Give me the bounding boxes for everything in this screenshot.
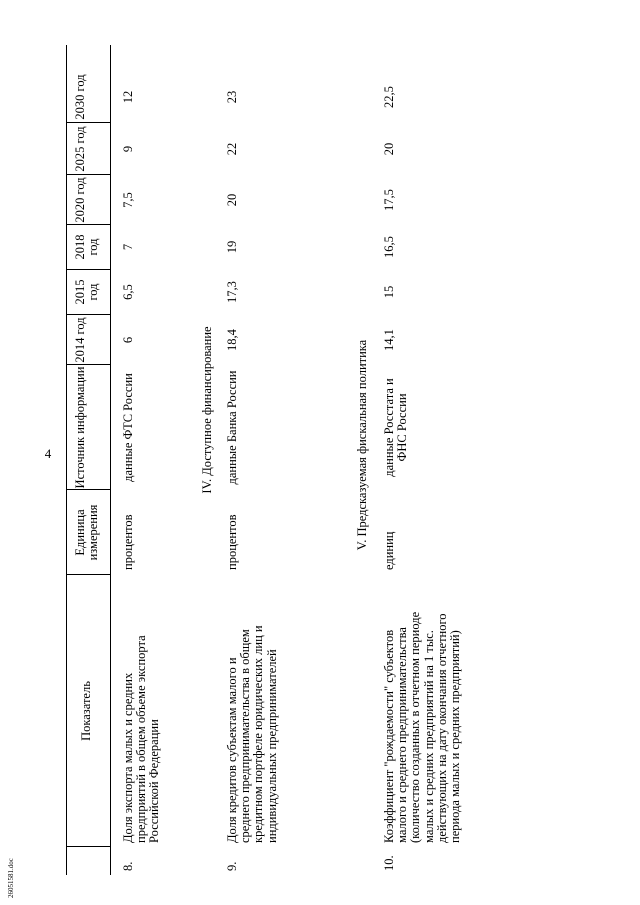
header-year: 2025 год — [73, 126, 87, 172]
table-row-value: 20 — [382, 142, 396, 156]
header-year: 2015 год — [73, 279, 100, 305]
section-title: IV. Доступное финансирование — [200, 326, 214, 494]
header-separator — [66, 122, 110, 123]
table-row-value: 9 — [121, 145, 135, 153]
table-row-value: 20 — [225, 193, 239, 207]
table-row-value: 6 — [121, 336, 135, 344]
header-separator — [66, 269, 110, 270]
footer-filename: 26051581.doc — [7, 858, 15, 898]
table-row-number: 8. — [121, 861, 135, 871]
header-separator — [66, 364, 110, 365]
table-row-number: 10. — [382, 855, 396, 871]
table-row-indicator: Доля кредитов субъектам малого и среднего предпринимательства в общем кредитном портфеле юридических лиц и индивидуальных предпринимателей — [225, 625, 279, 843]
header-separator — [66, 174, 110, 175]
table-row-value: 15 — [382, 285, 396, 299]
table-row-value: 14,1 — [382, 329, 396, 351]
table-row-unit: процентов — [225, 514, 239, 570]
table-row-value: 16,5 — [382, 236, 396, 258]
table-row-value: 7,5 — [121, 192, 135, 208]
table-row-unit: процентов — [121, 514, 135, 570]
header-indicator: Показатель — [79, 681, 93, 741]
header-unit: Единица измерения — [73, 504, 100, 561]
table-row-source: данные Росстата и ФНС России — [382, 378, 410, 477]
table-row-value: 12 — [121, 90, 135, 104]
header-year: 2030 год — [73, 74, 87, 120]
table-row-unit: единиц — [382, 531, 396, 570]
table-row-value: 19 — [225, 240, 239, 254]
table-row-indicator: Доля экспорта малых и средних предприятий в общем объеме экспорта Российской Федерации — [121, 635, 162, 843]
table-row-value: 6,5 — [121, 284, 135, 300]
header-separator — [66, 314, 110, 315]
table-row-value: 18,4 — [225, 329, 239, 351]
header-bottom-line — [110, 45, 111, 875]
table-row-source: данные ФТС России — [121, 373, 135, 482]
table-top-line — [66, 45, 67, 875]
section-title: V. Предсказуемая фискальная политика — [355, 339, 369, 551]
table-row-value: 7 — [121, 243, 135, 251]
table-row-value: 17,3 — [225, 281, 239, 303]
rotated-table — [66, 45, 636, 875]
header-year: 2018 год — [73, 234, 100, 260]
header-year: 2020 год — [73, 177, 87, 223]
table-row-value: 22 — [225, 142, 239, 156]
table-row-value: 17,5 — [382, 189, 396, 211]
table-row-indicator: Коэффициент "рождаемости" субъектов малого и среднего предпринимательства (количество созданных в отчетном периоде малых и средних предприятий на 1 тыс. действующих на дату окончания отчетного периода малых и средних предприятий) — [382, 611, 463, 843]
header-year: 2014 год — [73, 317, 87, 363]
table-row-source: данные Банка России — [225, 370, 239, 485]
table-row-value: 23 — [225, 90, 239, 104]
table-row-number: 9. — [225, 861, 239, 871]
header-source: Источник информации — [73, 366, 87, 489]
table-row-value: 22,5 — [382, 86, 396, 108]
page-number: 4 — [44, 446, 52, 461]
header-separator — [66, 224, 110, 225]
